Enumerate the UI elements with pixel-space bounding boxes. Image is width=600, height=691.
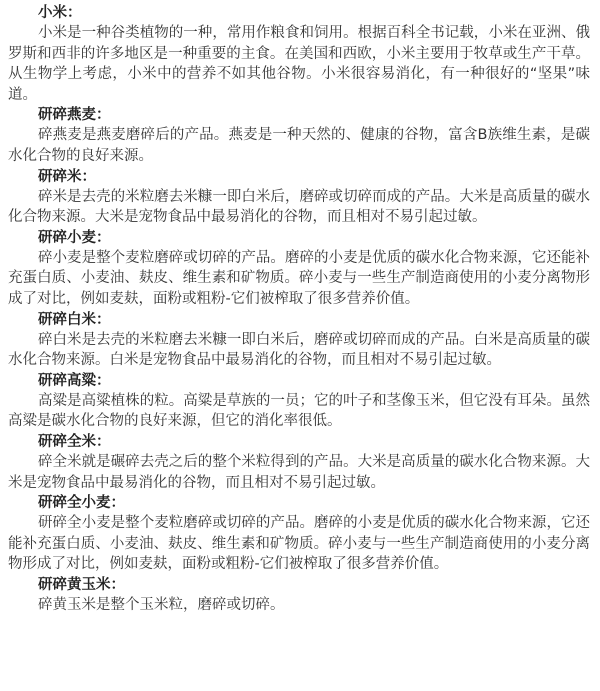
entry-title: 研碎白米： (38, 311, 111, 328)
entry-text: 小米是一种谷类植物的一种，常用作粮食和饲用。根据百科全书记载，小米在亚洲、俄罗斯和西非的许多地区是一种重要的主食。在美国和西欧，小米主要用于牧草或生产干草。从生物学上考虑，小米中的营养不如其他谷物。小米很容易消化，有一种很好的“坚果”味道。 (8, 25, 590, 103)
entry-ground-rice (8, 167, 590, 228)
entry-ground-white-rice (8, 310, 590, 371)
entry-text: 研碎全小麦是整个麦粒磨碎或切碎的产品。磨碎的小麦是优质的碳水化合物来源，它还能补充蛋白质、小麦油、麸皮、维生素和矿物质。碎小麦与一些生产制造商使用的小麦分离物形成了对比，例如麦麸，面粉或粗粉-它们被榨取了很多营养价值。 (8, 515, 590, 573)
entry-ground-whole-rice (8, 432, 590, 493)
entry-text: 碎米是去壳的米粒磨去米糠一即白米后，磨碎或切碎而成的产品。大米是高质量的碳水化合物来源。大米是宠物食品中最易消化的谷物，而且相对不易引起过敏。 (8, 188, 590, 226)
entry-text: 碎小麦是整个麦粒磨碎或切碎的产品。磨碎的小麦是优质的碳水化合物来源，它还能补充蛋白质、小麦油、麸皮、维生素和矿物质。碎小麦与一些生产制造商使用的小麦分离物形成了对比，例如麦麸，面粉或粗粉-它们被榨取了很多营养价值。 (8, 249, 590, 307)
entry-title: 研碎黄玉米： (38, 576, 125, 593)
entry-text: 碎燕麦是燕麦磨碎后的产品。燕麦是一种天然的、健康的谷物，富含B族维生素，是碳水化合物的良好来源。 (8, 127, 590, 164)
entry-ground-yellow-corn (8, 575, 590, 616)
entry-ground-whole-wheat (8, 493, 590, 575)
entry-title: 研碎小麦： (38, 229, 111, 246)
entry-ground-sorghum (8, 371, 590, 432)
entry-title: 研碎全小麦： (38, 495, 125, 512)
entry-text: 碎全米就是碾碎去壳之后的整个米粒得到的产品。大米是高质量的碳水化合物来源。大米是宠物食品中最易消化的谷物，而且相对不易引起过敏。 (8, 453, 590, 491)
entry-text: 高粱是高粱植株的粒。高粱是草族的一员；它的叶子和茎像玉米，但它没有耳朵。虽然高粱是碳水化合物的良好来源，但它的消化率很低。 (8, 392, 590, 430)
entry-ground-wheat (8, 228, 590, 310)
entry-title: 研碎高粱： (38, 372, 111, 389)
entry-millet (8, 3, 590, 105)
entry-title: 研碎米： (38, 168, 96, 185)
entry-ground-oats (8, 105, 590, 166)
entry-text: 碎白米是去壳的米粒磨去米糠一即白米后，磨碎或切碎而成的产品。白米是高质量的碳水化合物来源。白米是宠物食品中最易消化的谷物，而且相对不易引起过敏。 (8, 331, 590, 369)
entry-title: 小米： (38, 5, 82, 21)
entry-text: 碎黄玉米是整个玉米粒，磨碎或切碎。 (38, 596, 285, 613)
entry-title: 研碎全米： (38, 433, 111, 450)
entry-title: 研碎燕麦： (38, 107, 111, 124)
